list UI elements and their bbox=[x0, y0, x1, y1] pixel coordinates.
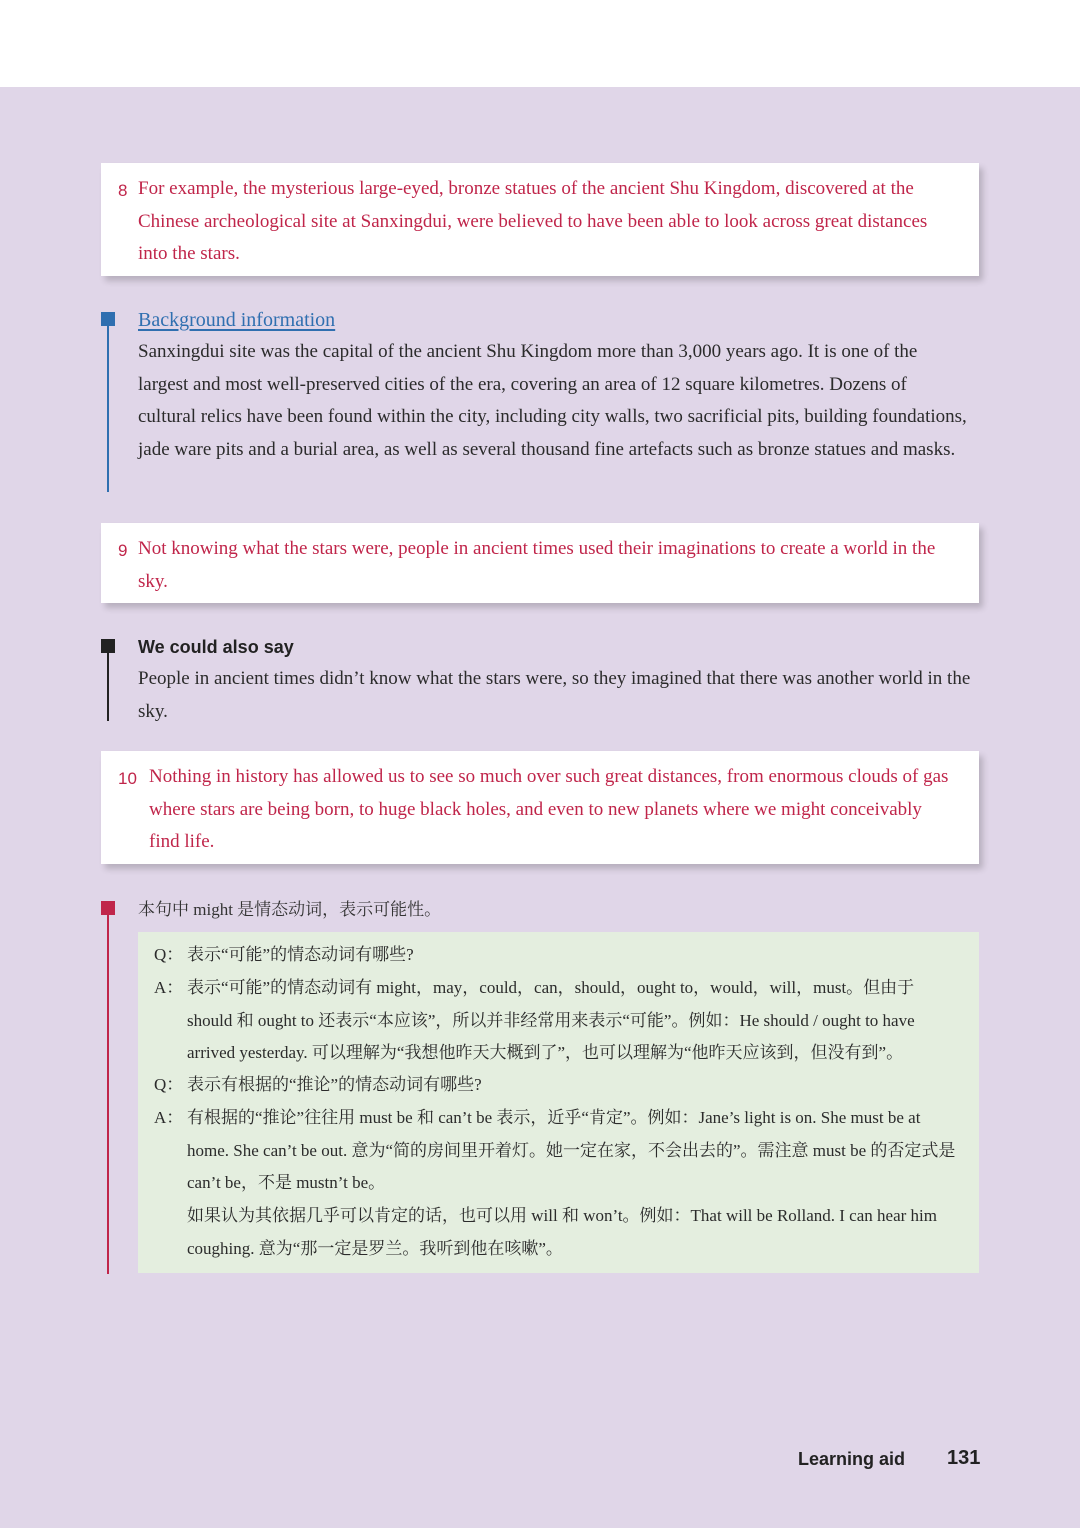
qa-text: 有根据的“推论”往往用 must be 和 can’t be 表示，近乎“肯定”。例如：Jane’s light is on. She must be at home. She can’t be out. 意为“简的房间里开着灯。她一定在家，不会出去的”。需注意 must be 的否定式是 can’t be，不是 mustn’t be。 bbox=[187, 1108, 956, 1192]
qa-text: 如果认为其依据几乎可以肯定的话，也可以用 will 和 won’t。例如：That will be Rolland. I can hear him coughing. 意为“那一定是罗兰。我听到他在咳嗽”。 bbox=[187, 1206, 937, 1258]
qa-label: A： bbox=[154, 978, 184, 997]
qa-label: Q： bbox=[154, 945, 184, 964]
qa-text: 表示“可能”的情态动词有 might，may，could，can，should，ought to，would，will，must。但由于 should 和 ought to 还表示“本应该”，所以并非经常用来表示“可能”。例如：He should / ought to have arrived yesterday. 可以理解为“我想他昨天大概到了”，也可以理解为“他昨天应该到，但没有到”。 bbox=[187, 978, 915, 1062]
qa-label: A： bbox=[154, 1108, 184, 1127]
quote-text: Nothing in history has allowed us to see so much over such great distances, from enormous clouds of gas where stars are being born, to huge black holes, and even to new planets where we might conceivably find life. bbox=[149, 766, 949, 852]
quote-number: 8 bbox=[118, 181, 128, 200]
also-say-note bbox=[101, 635, 981, 725]
quote-text: Not knowing what the stars were, people in ancient times used their imaginations to create a world in the sky. bbox=[138, 538, 936, 592]
note-divider bbox=[107, 649, 109, 721]
note-divider bbox=[107, 322, 109, 492]
quote-number: 9 bbox=[118, 541, 128, 560]
quote-number: 10 bbox=[118, 769, 137, 788]
background-info-title: Background information bbox=[138, 309, 336, 331]
qa-box bbox=[138, 932, 979, 1273]
background-info-body: Sanxingdui site was the capital of the ancient Shu Kingdom more than 3,000 years ago. It is one of the largest and most well-preserved cities of the era, covering an area of 12 square kilometres. Dozens of cultural relics have been found within the city, including city walls, two sacrificial pits, building foundations, jade ware pits and a burial area, as well as several thousand fine artefacts such as bronze statues and masks. bbox=[138, 341, 967, 460]
qa-label: Q： bbox=[154, 1075, 184, 1094]
also-say-body: People in ancient times didn’t know what the stars were, so they imagined that there was another world in the sky. bbox=[138, 668, 971, 722]
page-number: 131 bbox=[947, 1447, 981, 1469]
grammar-note-title: 本句中 might 是情态动词，表示可能性。 bbox=[138, 900, 442, 919]
qa-text: 表示有根据的“推论”的情态动词有哪些? bbox=[187, 1075, 482, 1094]
background-info-note bbox=[101, 308, 981, 498]
quote-text: For example, the mysterious large-eyed, bronze statues of the ancient Shu Kingdom, discovered at the Chinese archeological site at Sanxingdui, were believed to have been able to look across great distances into the stars. bbox=[138, 178, 928, 264]
footer-section-label: Learning aid bbox=[798, 1449, 906, 1469]
qa-text: 表示“可能”的情态动词有哪些? bbox=[187, 945, 414, 964]
quote-box-10 bbox=[101, 751, 979, 864]
quote-box-9 bbox=[101, 523, 979, 603]
note-divider bbox=[107, 912, 109, 1274]
also-say-title: We could also say bbox=[138, 637, 294, 657]
quote-box-8 bbox=[101, 163, 979, 276]
